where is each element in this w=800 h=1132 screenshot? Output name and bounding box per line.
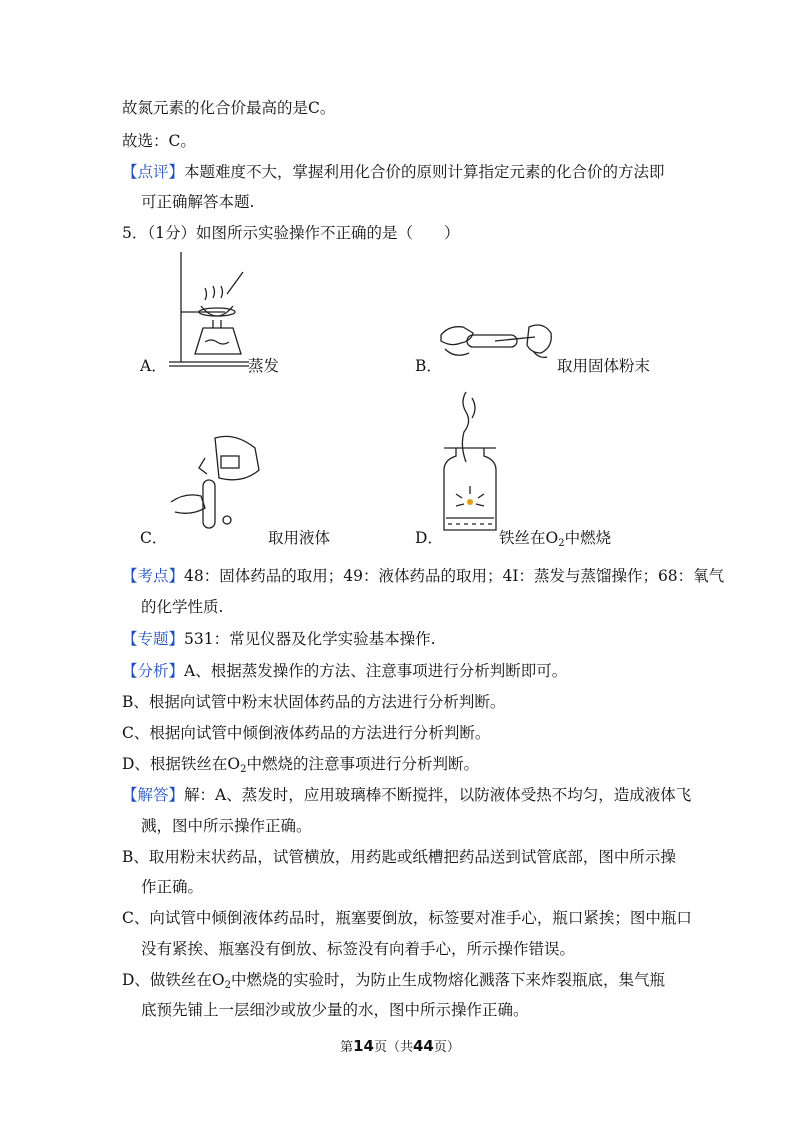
option-c-letter: C． (140, 529, 168, 547)
page-footer: 第14页（共44页） (340, 1037, 460, 1055)
jieda-b: B、取用粉末状药品，试管横放，用药匙或纸槽把药品送到试管底部，图中所示操 (122, 848, 676, 866)
option-d-label: 铁丝在$O_2$中燃烧 (499, 529, 612, 549)
figure-evaporation (165, 250, 255, 368)
zhuanti-tag: 【专题】 (122, 630, 185, 648)
comment-line-cont: 可正确解答本题. (141, 193, 255, 211)
zhuanti-line: 【专题】531：常见仪器及化学实验基本操作. (122, 630, 436, 648)
question-stem: 5．（1分）如图所示实验操作不正确的是（ ） (122, 224, 460, 242)
jieda-c: C、向试管中倾倒液体药品时，瓶塞要倒放，标签要对准手心，瓶口紧挨；图中瓶口 (122, 909, 692, 927)
page-number: 14 (353, 1037, 374, 1055)
jieda-d: D、做铁丝在$O_2$中燃烧的实验时，为防止生成物熔化溅落下来炸裂瓶底，集气瓶 (122, 971, 666, 991)
option-b-label: 取用固体粉末 (557, 357, 651, 375)
option-d-letter: D． (415, 529, 443, 547)
comment-tag: 【点评】 (122, 163, 185, 181)
fenxi-b: B、根据向试管中粉末状固体药品的方法进行分析判断。 (122, 693, 506, 711)
fenxi-line: 【分析】A、根据蒸发操作的方法、注意事项进行分析判断即可。 (122, 662, 568, 680)
jieda-a-cont: 溅，图中所示操作正确。 (141, 817, 312, 835)
jieda-c-cont: 没有紧挨、瓶塞没有倒放、标签没有向着手心，所示操作错误。 (141, 940, 576, 958)
page-total: 44 (413, 1037, 434, 1055)
comment-line: 【点评】本题难度不大，掌握利用化合价的原则计算指定元素的化合价的方法即 (122, 163, 665, 181)
option-a-letter: A． (140, 357, 167, 375)
figure-powder (435, 315, 557, 367)
figure-pour-liquid (165, 432, 265, 532)
option-a-label: 蒸发 (248, 357, 280, 375)
option-b-letter: B． (415, 357, 442, 375)
jieda-tag: 【解答】 (122, 786, 185, 804)
text-line: 故氮元素的化合价最高的是C。 (122, 99, 336, 117)
jieda-d-cont: 底预先铺上一层细沙或放少量的水，图中所示操作正确。 (141, 1001, 529, 1019)
jieda-line: 【解答】解：A、蒸发时，应用玻璃棒不断搅拌，以防液体受热不均匀，造成液体飞 (122, 786, 692, 804)
fenxi-tag: 【分析】 (122, 662, 185, 680)
option-c-label: 取用液体 (268, 529, 331, 547)
fenxi-c: C、根据向试管中倾倒液体药品的方法进行分析判断。 (122, 724, 491, 742)
kaodian-tag: 【考点】 (122, 567, 185, 585)
figure-iron-burning (440, 390, 500, 542)
jieda-b-cont: 作正确。 (141, 878, 204, 896)
fenxi-d: D、根据铁丝在$O_2$中燃烧的注意事项进行分析判断。 (122, 755, 480, 775)
kaodian-line: 【考点】48：固体药品的取用；49：液体药品的取用；4I：蒸发与蒸馏操作；68：氧气 (122, 567, 725, 585)
answer-line: 故选：C。 (122, 132, 196, 150)
kaodian-line-cont: 的化学性质. (141, 598, 224, 616)
